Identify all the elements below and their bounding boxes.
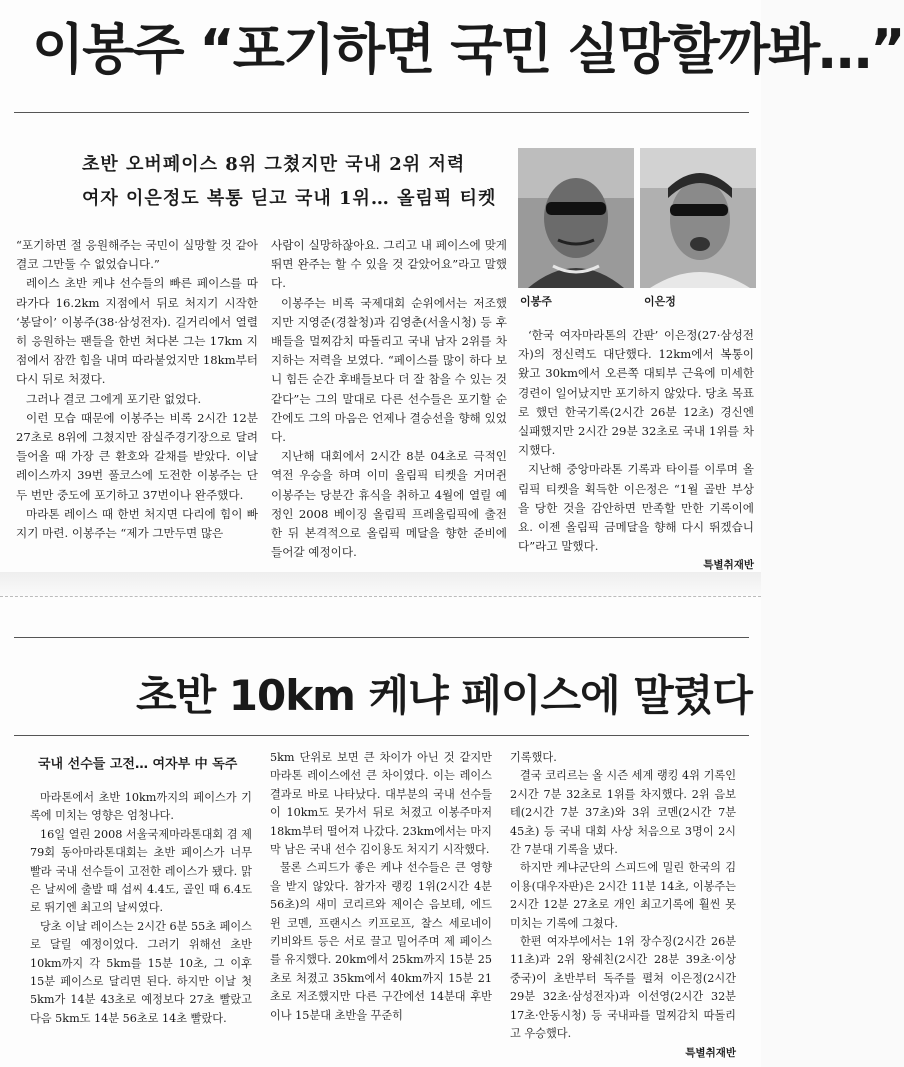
article-clipping-2 bbox=[0, 596, 761, 1067]
photo-caption: 이봉주 bbox=[520, 295, 552, 308]
paragraph: 마라톤 레이스 때 한번 처지면 다리에 힘이 빠지기 마련. 이봉주는 “제가 그만두면 많은 bbox=[16, 506, 258, 541]
paragraph: 결국 코리르는 올 시즌 세계 랭킹 4위 기록인 2시간 7분 32초로 1위를 차지했다. 2위 음보테(2시간 7분 37초)와 3위 코멘(2시간 7분 45초) 등 국내 대회 사상 처음으로 3명이 2시간 7분대 기록을 냈다. bbox=[510, 769, 736, 857]
paragraph: 당초 이날 레이스는 2시간 6분 55초 페이스로 달릴 예정이었다. 그러기 위해선 초반 10km까지 각 5km를 15분 10초, 그 이후 15분 페이스로 달리면 된다. 하지만 이날 첫 5km가 14분 43초로 예정보다 27초 빨랐고 다음 5km도 14분 56초로 14초 빨랐다. bbox=[30, 919, 252, 1025]
page-gap bbox=[0, 572, 761, 596]
divider bbox=[14, 112, 749, 113]
article-column bbox=[518, 326, 754, 576]
article-column bbox=[30, 789, 252, 1028]
paragraph: 지난해 중앙마라톤 기록과 타이를 이루며 올림픽 티켓을 획득한 이은정은 “1월 골반 부상을 당한 것을 감안하면 만족할 만한 기록이에요. 이젠 올림픽 금메달을 향해 다시 뛰겠습니다”라고 말했다. bbox=[518, 462, 754, 554]
paragraph: 지난해 대회에서 2시간 8분 04초로 극적인 역전 우승을 하며 이미 올림픽 티켓을 거머쥔 이봉주는 당분간 휴식을 취하고 4월에 열릴 예정인 2008 베이징 올림픽 프레올림픽에 출전한 뒤 본격적으로 올림픽 메달을 향한 준비에 들어갈 예정이다. bbox=[271, 449, 507, 560]
paragraph: 한편 여자부에서는 1위 장수징(2시간 26분 11초)과 2위 왕쉐친(2시간 28분 39초·이상 중국)이 초반부터 독주를 펼쳐 이은정(2시간 29분 32초·삼성전자)과 이선영(2시간 32분 17초·안동시청) 등 국내파를 멀찌감치 따돌리고 우승했다. bbox=[510, 935, 736, 1041]
subheadline: 초반 오버페이스 8위 그쳤지만 국내 2위 저력 bbox=[82, 154, 466, 175]
paragraph: 16일 열린 2008 서울국제마라톤대회 겸 제79회 동아마라톤대회는 초반 페이스가 너무 빨라 국내 선수들이 고전한 레이스가 됐다. 맑은 날씨에 출발 때 섭씨 4.4도, 골인 때 6.4도로 뛰기엔 최고의 날씨였다. bbox=[30, 827, 252, 915]
photo-lee-eun-jung bbox=[640, 148, 756, 288]
paragraph: 레이스 초반 케냐 선수들의 빠른 페이스를 따라가다 16.2km 지점에서 뒤로 처지기 시작한 ‘봉달이’ 이봉주(38·삼성전자). 길거리에서 열렬히 응원하는 팬들을 한번 쳐다본 그는 17km 지점에서 잠깐 힘을 내며 따라붙었지만 18km부터 다시 뒤로 처졌다. bbox=[16, 276, 258, 387]
paragraph: 하지만 케냐군단의 스피드에 밀린 한국의 김이용(대우자판)은 2시간 11분 14초, 이봉주는 2시간 12분 27초로 개인 최고기록에 훨씬 못 미치는 기록에 그쳤다. bbox=[510, 861, 736, 930]
paragraph: 물론 스피드가 좋은 케냐 선수들은 큰 영향을 받지 않았다. 참가자 랭킹 1위(2시간 4분 56초)의 새미 코리르와 제이슨 음보테, 에드윈 코멘, 프랜시스 키프로프, 찰스 세로네이 키비와트 등은 서로 끌고 밀어주며 제 페이스를 유지했다. 20km에서 25km까지 15분 25초로 처졌고 35km에서 40km까지 15분 21초로 저조했지만 다른 구간에선 14분대 후반이나 15분대 초반을 꾸준히 bbox=[270, 861, 492, 1022]
article-column bbox=[270, 749, 492, 1025]
article-column bbox=[271, 236, 507, 562]
paragraph: “포기하면 절 응원해주는 국민이 실망할 것 같아 결코 그만둘 수 없었습니다.” bbox=[16, 238, 258, 272]
paragraph: 5km 단위로 보면 큰 차이가 아닌 것 같지만 마라톤 레이스에선 큰 차이였다. 이는 레이스 결과로 바로 나타났다. 대부분의 국내 선수들이 10km도 못가서 뒤로 처졌고 이봉주마저 18km부터 떨어져 나갔다. 23km에서는 마지막 남은 국내 선수 김이용도 처지기 시작했다. bbox=[270, 751, 492, 857]
subheadline: 국내 선수들 고전… 여자부 中 독주 bbox=[38, 757, 238, 772]
byline: 특별취재반 bbox=[685, 1046, 736, 1059]
paragraph: 그러나 결코 그에게 포기란 없었다. bbox=[26, 391, 202, 406]
article-column bbox=[16, 236, 258, 543]
paragraph: 마라톤에서 초반 10km까지의 페이스가 기록에 미치는 영향은 엄청나다. bbox=[30, 791, 252, 823]
divider bbox=[14, 637, 749, 638]
paragraph: ‘한국 여자마라톤의 간판’ 이은정(27·삼성전자)의 정신력도 대단했다. 12km에서 복통이 왔고 30km에서 오른쪽 대퇴부 근육에 미세한 경련이 일어났지만 포기하지 않았다. 당초 목표로 했던 한국기록(2시간 26분 12초) 경신엔 실패했지만 2시간 29분 32초로 국내 1위를 차지했다. bbox=[518, 328, 754, 458]
article-column bbox=[510, 749, 736, 1062]
paragraph: 이런 모습 때문에 이봉주는 비록 2시간 12분 27초로 8위에 그쳤지만 잠실주경기장으로 달려 들어올 때 가장 큰 환호와 갈채를 받았다. 이날 레이스까지 39번 풀코스에 도전한 이봉주는 단 두 번만 중도에 포기하고 37번이나 완주했다. bbox=[16, 410, 258, 502]
paragraph: 이봉주는 비록 국제대회 순위에서는 저조했지만 지영준(경찰청)과 김영춘(서울시청) 등 후배들을 멀찌감치 따돌리고 국내 남자 2위를 차지하는 저력을 보였다. “페이스를 많이 하다 보니 힘든 순간 후배들보다 더 잘 참을 수 있는 것 같다”는 그의 말대로 다른 선수들은 포기할 순간에도 그의 마음은 언제나 결승선을 향해 있었다. bbox=[271, 295, 507, 445]
headline: 초반 10km 케냐 페이스에 말렸다 bbox=[136, 671, 752, 720]
paragraph: 사람이 실망하잖아요. 그리고 내 페이스에 맞게 뛰면 완주는 할 수 있을 것 같았어요”라고 말했다. bbox=[271, 238, 507, 291]
headline: 이봉주 “포기하면 국민 실망할까봐…” bbox=[32, 18, 904, 81]
photo-caption: 이은정 bbox=[644, 295, 676, 308]
divider bbox=[14, 735, 749, 736]
byline: 특별취재반 bbox=[703, 559, 754, 572]
paragraph: 기록했다. bbox=[510, 751, 557, 764]
photo-lee-bong-ju bbox=[518, 148, 634, 288]
subheadline: 여자 이은정도 복통 딛고 국내 1위… 올림픽 티켓 bbox=[82, 188, 497, 209]
